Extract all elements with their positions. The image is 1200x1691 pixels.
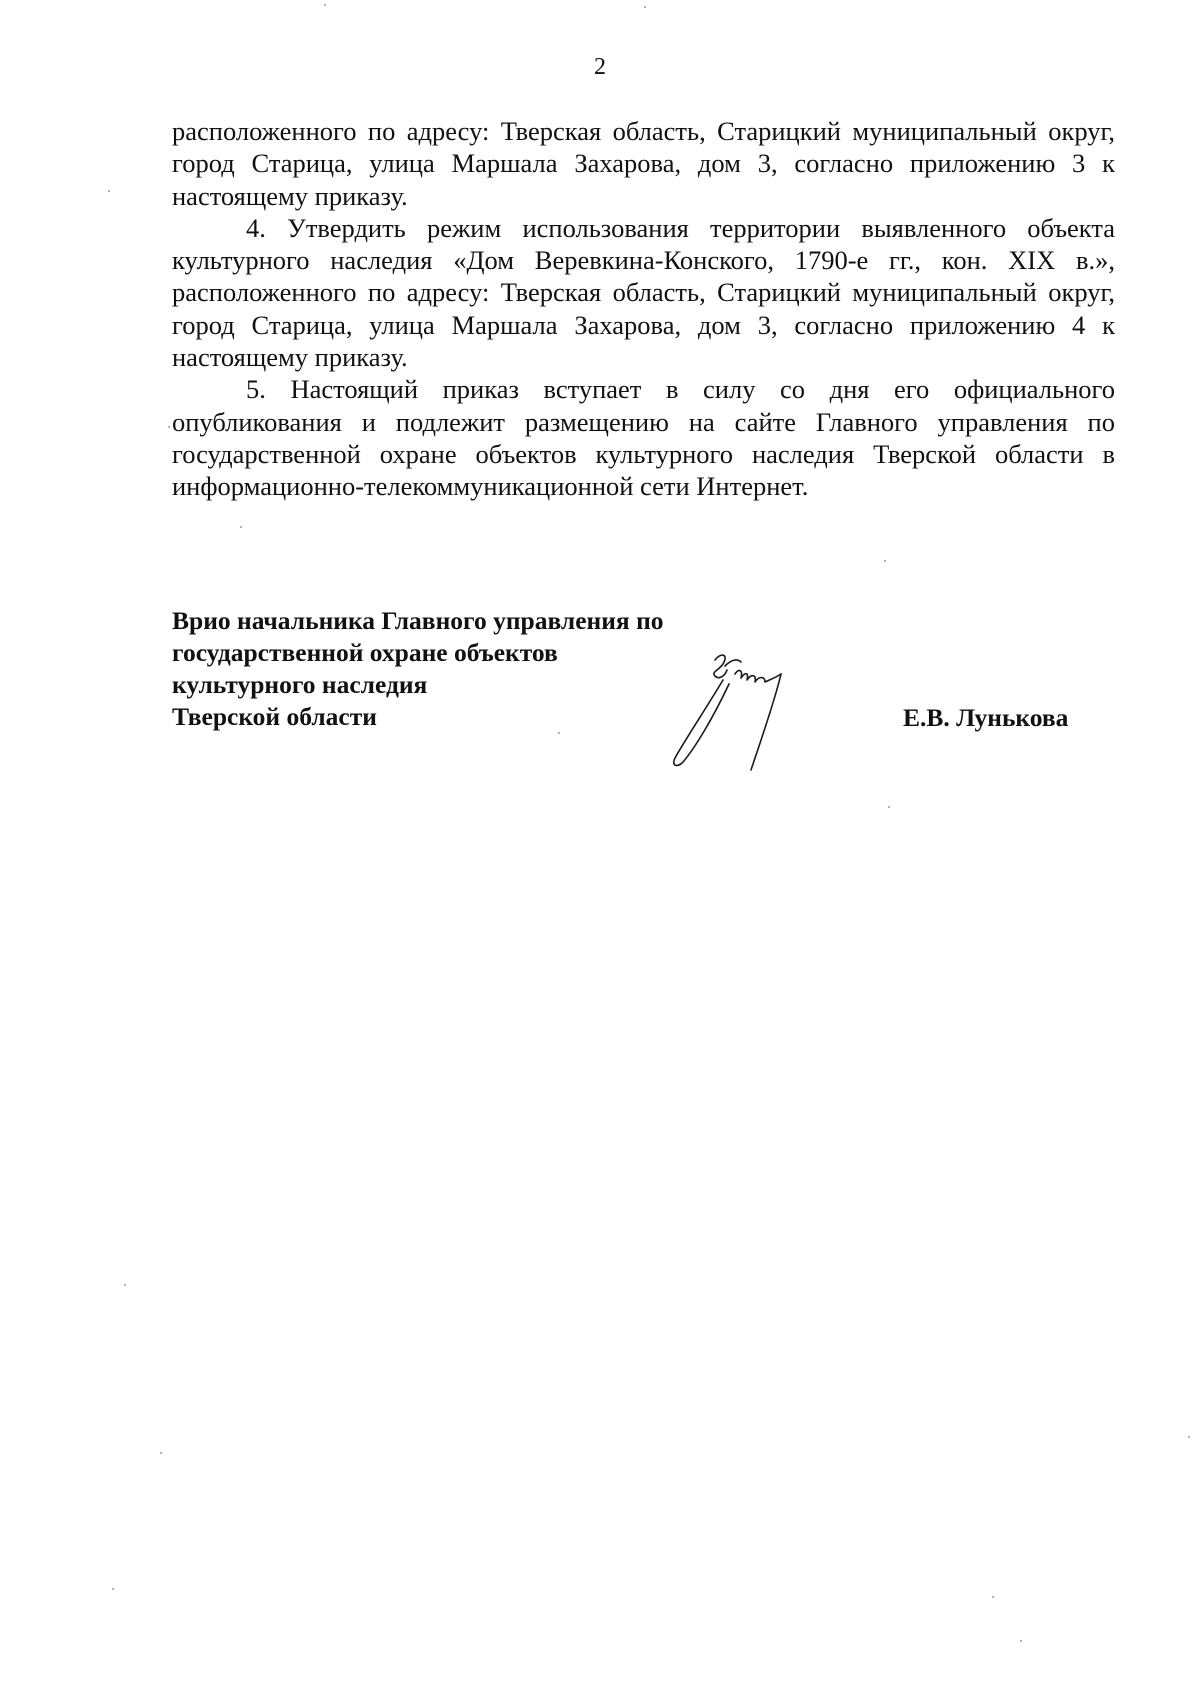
page-number: 2	[594, 54, 606, 80]
scan-speck	[558, 732, 560, 734]
scan-speck	[108, 190, 110, 192]
scan-speck	[1188, 1436, 1190, 1438]
paragraph-item-4: 4. Утвердить режим использования территории выявленного объекта культурного наследия «Дом Веревкина-Конского, 1790-е гг., кон. XIX в.», расположенного по адресу: Тверская область, Старицкий муниципальный округ, город Старица, улица Маршала Захарова, дом 3, согласно приложению 4 к настоящему приказу.	[172, 212, 1115, 373]
scan-speck	[992, 1596, 994, 1598]
scan-speck	[240, 526, 242, 528]
scan-speck	[160, 1452, 162, 1454]
signer-name: Е.В. Лунькова	[903, 703, 1069, 732]
scan-speck	[324, 4, 326, 6]
scan-speck	[888, 806, 890, 808]
handwritten-signature	[665, 640, 865, 780]
scan-speck	[124, 1284, 126, 1286]
scan-speck	[644, 6, 646, 8]
signatory-position-line: Тверской области	[172, 702, 377, 731]
signatory-position	[172, 605, 664, 733]
document-body	[172, 115, 1115, 503]
scan-speck	[112, 1588, 114, 1590]
signatory-position-line: государственной охране объектов	[172, 638, 558, 667]
signatory-position-line: Врио начальника Главного управления по	[172, 606, 664, 635]
scan-speck	[1020, 1640, 1022, 1642]
scan-speck	[168, 426, 170, 428]
scan-speck	[884, 560, 886, 562]
paragraph-item-5: 5. Настоящий приказ вступает в силу со дня его официального опубликования и подлежит размещению на сайте Главного управления по государственной охране объектов культурного наследия Тверской области в информационно-телекоммуникационной сети Интернет.	[172, 374, 1115, 502]
signatory-position-line: культурного наследия	[172, 670, 428, 699]
paragraph-continuation: расположенного по адресу: Тверская область, Старицкий муниципальный округ, город Старица, улица Маршала Захарова, дом 3, согласно приложению 3 к настоящему приказу.	[172, 116, 1115, 211]
